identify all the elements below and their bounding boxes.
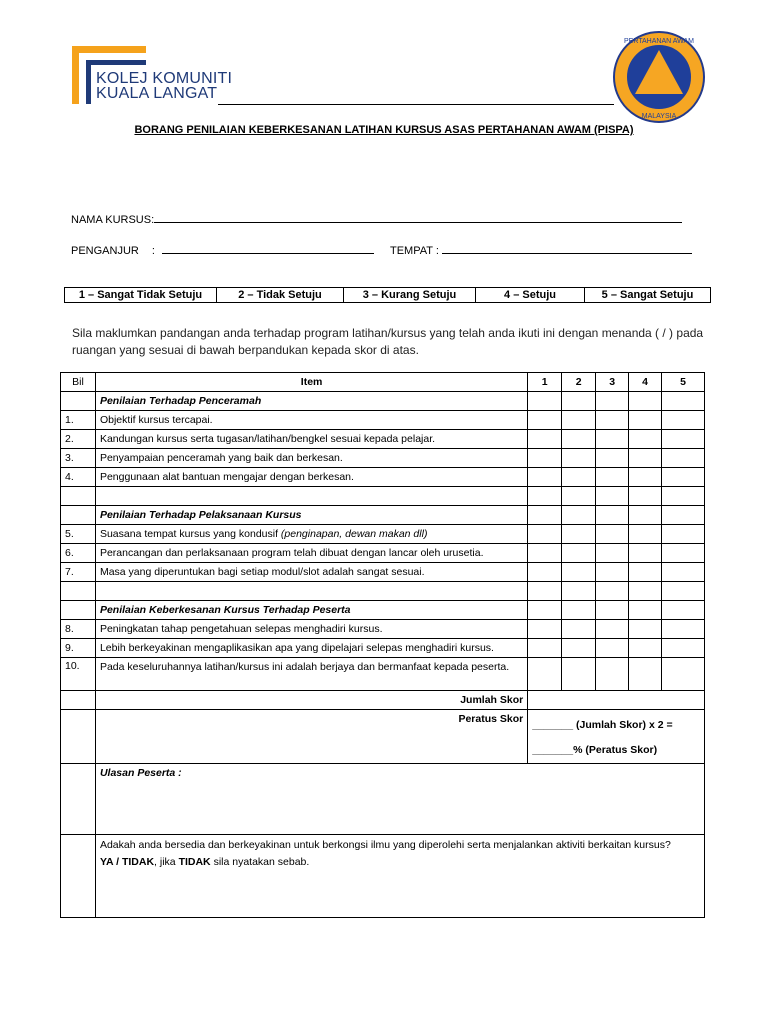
nama-kursus-field	[71, 212, 682, 226]
section-peserta: Penilaian Keberkesanan Kursus Terhadap Peserta	[95, 601, 527, 620]
row-no: 1.	[61, 411, 96, 430]
row-item: Objektif kursus tercapai.	[95, 411, 527, 430]
score-cell[interactable]	[662, 658, 705, 691]
table-row	[61, 658, 705, 691]
penganjur-input[interactable]	[162, 243, 374, 254]
ya-tidak-option[interactable]: YA / TIDAK	[99, 856, 155, 868]
score-cell[interactable]	[662, 544, 705, 563]
college-name-line2: KUALA LANGAT	[96, 85, 218, 102]
score-cell[interactable]	[596, 620, 629, 639]
score-cell[interactable]	[629, 639, 662, 658]
table-row	[61, 430, 705, 449]
table-row	[61, 411, 705, 430]
jumlah-skor-value[interactable]	[528, 691, 705, 710]
score-cell[interactable]	[562, 525, 596, 544]
peratus-skor-formula	[528, 710, 705, 764]
ulasan-row	[61, 764, 705, 835]
table-row	[61, 544, 705, 563]
score-cell[interactable]	[562, 563, 596, 582]
row-item: Penyampaian penceramah yang baik dan berkesan.	[95, 449, 527, 468]
score-cell[interactable]	[596, 430, 629, 449]
instructions: Sila maklumkan pandangan anda terhadap program latihan/kursus yang telah anda ikuti ini dengan menanda ( / ) pada ruangan yang sesuai di bawah berpandukan kepada skor di atas.	[72, 326, 704, 357]
score-cell[interactable]	[596, 658, 629, 691]
row-item: Lebih berkeyakinan mengaplikasikan apa yang dipelajari selepas menghadiri kursus.	[95, 639, 527, 658]
section-row	[61, 392, 705, 411]
score-cell[interactable]	[596, 563, 629, 582]
row-item: Peningkatan tahap pengetahuan selepas menghadiri kursus.	[95, 620, 527, 639]
row-no: 7.	[61, 563, 96, 582]
score-cell[interactable]	[528, 658, 562, 691]
jumlah-row	[61, 691, 705, 710]
row-no: 8.	[61, 620, 96, 639]
evaluation-table	[60, 372, 705, 918]
score-cell[interactable]	[596, 449, 629, 468]
score-cell[interactable]	[562, 658, 596, 691]
score-cell[interactable]	[662, 449, 705, 468]
score-cell[interactable]	[629, 468, 662, 487]
score-cell[interactable]	[528, 411, 562, 430]
row-item-text: Suasana tempat kursus yang kondusif	[99, 528, 278, 540]
peratus-row	[61, 710, 705, 764]
score-cell[interactable]	[629, 544, 662, 563]
score-cell[interactable]	[662, 639, 705, 658]
row-no: 2.	[61, 430, 96, 449]
header-score-4: 4	[629, 373, 662, 392]
ulasan-cell[interactable]	[95, 764, 704, 835]
score-cell[interactable]	[596, 525, 629, 544]
college-name	[96, 71, 232, 101]
section-row	[61, 506, 705, 525]
section-penceramah: Penilaian Terhadap Penceramah	[95, 392, 527, 411]
row-item-note: (penginapan, dewan makan dll)	[280, 528, 428, 540]
score-cell[interactable]	[596, 468, 629, 487]
score-cell[interactable]	[629, 658, 662, 691]
tempat-label: TEMPAT :	[390, 245, 439, 257]
score-cell[interactable]	[562, 468, 596, 487]
score-cell[interactable]	[528, 620, 562, 639]
header-item: Item	[95, 373, 527, 392]
row-no: 5.	[61, 525, 96, 544]
score-cell[interactable]	[562, 620, 596, 639]
table-row	[61, 449, 705, 468]
formula-peratus[interactable]: _______% (Peratus Skor)	[532, 744, 658, 756]
nyatakan-text: sila nyatakan sebab.	[213, 856, 310, 868]
table-header-row	[61, 373, 705, 392]
pertahanan-awam-seal-icon	[612, 30, 706, 124]
score-cell[interactable]	[629, 525, 662, 544]
penganjur-colon: :	[151, 245, 155, 257]
row-item: Kandungan kursus serta tugasan/latihan/bengkel sesuai kepada pelajar.	[95, 430, 527, 449]
score-cell[interactable]	[528, 430, 562, 449]
scale-5: 5 – Sangat Setuju	[601, 289, 694, 301]
nama-kursus-input[interactable]	[154, 212, 682, 223]
score-cell[interactable]	[629, 449, 662, 468]
score-cell[interactable]	[629, 411, 662, 430]
score-cell[interactable]	[528, 639, 562, 658]
section-pelaksanaan: Penilaian Terhadap Pelaksanaan Kursus	[95, 506, 527, 525]
row-item: Perancangan dan perlaksanaan program telah dibuat dengan lancar oleh urusetia.	[95, 544, 527, 563]
score-cell[interactable]	[662, 525, 705, 544]
jumlah-skor-label: Jumlah Skor	[95, 691, 527, 710]
header-bil: Bil	[61, 373, 96, 392]
score-cell[interactable]	[629, 620, 662, 639]
rating-scale-legend	[64, 287, 711, 303]
jika-text: , jika	[154, 856, 176, 868]
college-name-line1: KOLEJ KOMUNITI	[96, 70, 233, 87]
question-row	[61, 835, 705, 918]
header-score-3: 3	[596, 373, 629, 392]
penganjur-label: PENGANJUR	[71, 245, 139, 257]
score-cell[interactable]	[662, 620, 705, 639]
row-no: 6.	[61, 544, 96, 563]
score-cell[interactable]	[528, 525, 562, 544]
score-cell[interactable]	[596, 639, 629, 658]
section-row	[61, 601, 705, 620]
peratus-skor-label: Peratus Skor	[95, 710, 527, 764]
score-cell[interactable]	[662, 563, 705, 582]
row-item: Penggunaan alat bantuan mengajar dengan berkesan.	[95, 468, 527, 487]
formula-jumlah[interactable]: _______ (Jumlah Skor) x 2 =	[532, 719, 673, 731]
table-row	[61, 525, 705, 544]
penganjur-field	[71, 243, 374, 257]
row-no: 10.	[61, 658, 96, 691]
header-score-2: 2	[562, 373, 596, 392]
score-cell[interactable]	[528, 563, 562, 582]
score-cell[interactable]	[562, 430, 596, 449]
score-cell[interactable]	[596, 544, 629, 563]
table-row	[61, 563, 705, 582]
seal-text-top: PERTAHANAN AWAM	[623, 38, 695, 45]
row-no: 4.	[61, 468, 96, 487]
table-row	[61, 639, 705, 658]
row-item: Pada keseluruhannya latihan/kursus ini adalah berjaya dan bermanfaat kepada peserta.	[95, 658, 527, 691]
row-no: 3.	[61, 449, 96, 468]
question-cell[interactable]	[95, 835, 704, 918]
score-cell[interactable]	[629, 563, 662, 582]
form-title-text: BORANG PENILAIAN KEBERKESANAN LATIHAN KURSUS ASAS PERTAHANAN AWAM (PISPA)	[134, 124, 634, 136]
scale-1: 1 – Sangat Tidak Setuju	[65, 288, 217, 302]
score-cell[interactable]	[662, 430, 705, 449]
row-item	[95, 525, 527, 544]
tidak-text: TIDAK	[178, 856, 211, 868]
scale-2: 2 – Tidak Setuju	[217, 288, 344, 302]
score-cell[interactable]	[562, 544, 596, 563]
tempat-input[interactable]	[442, 243, 692, 254]
score-cell[interactable]	[662, 468, 705, 487]
score-cell[interactable]	[562, 411, 596, 430]
blank-row	[61, 582, 705, 601]
header-score-1: 1	[528, 373, 562, 392]
score-cell[interactable]	[528, 544, 562, 563]
table-row	[61, 620, 705, 639]
question-text: Adakah anda bersedia dan berkeyakinan untuk berkongsi ilmu yang diperolehi serta menjalankan aktiviti berkaitan kursus?	[99, 839, 671, 851]
blank-row	[61, 487, 705, 506]
score-cell[interactable]	[596, 411, 629, 430]
header-divider	[218, 104, 614, 105]
row-no: 9.	[61, 639, 96, 658]
table-row	[61, 468, 705, 487]
score-cell[interactable]	[629, 430, 662, 449]
score-cell[interactable]	[562, 449, 596, 468]
score-cell[interactable]	[562, 639, 596, 658]
score-cell[interactable]	[662, 411, 705, 430]
header-score-5: 5	[662, 373, 705, 392]
row-item: Masa yang diperuntukan bagi setiap modul/slot adalah sangat sesuai.	[95, 563, 527, 582]
score-cell[interactable]	[528, 468, 562, 487]
nama-kursus-label: NAMA KURSUS:	[71, 214, 155, 226]
tempat-field	[390, 243, 692, 257]
ulasan-label: Ulasan Peserta :	[99, 767, 182, 779]
seal-text-bottom: MALAYSIA	[641, 113, 677, 120]
form-title	[0, 124, 768, 136]
scale-3: 3 – Kurang Setuju	[344, 288, 476, 302]
score-cell[interactable]	[528, 449, 562, 468]
scale-4: 4 – Setuju	[476, 288, 585, 302]
